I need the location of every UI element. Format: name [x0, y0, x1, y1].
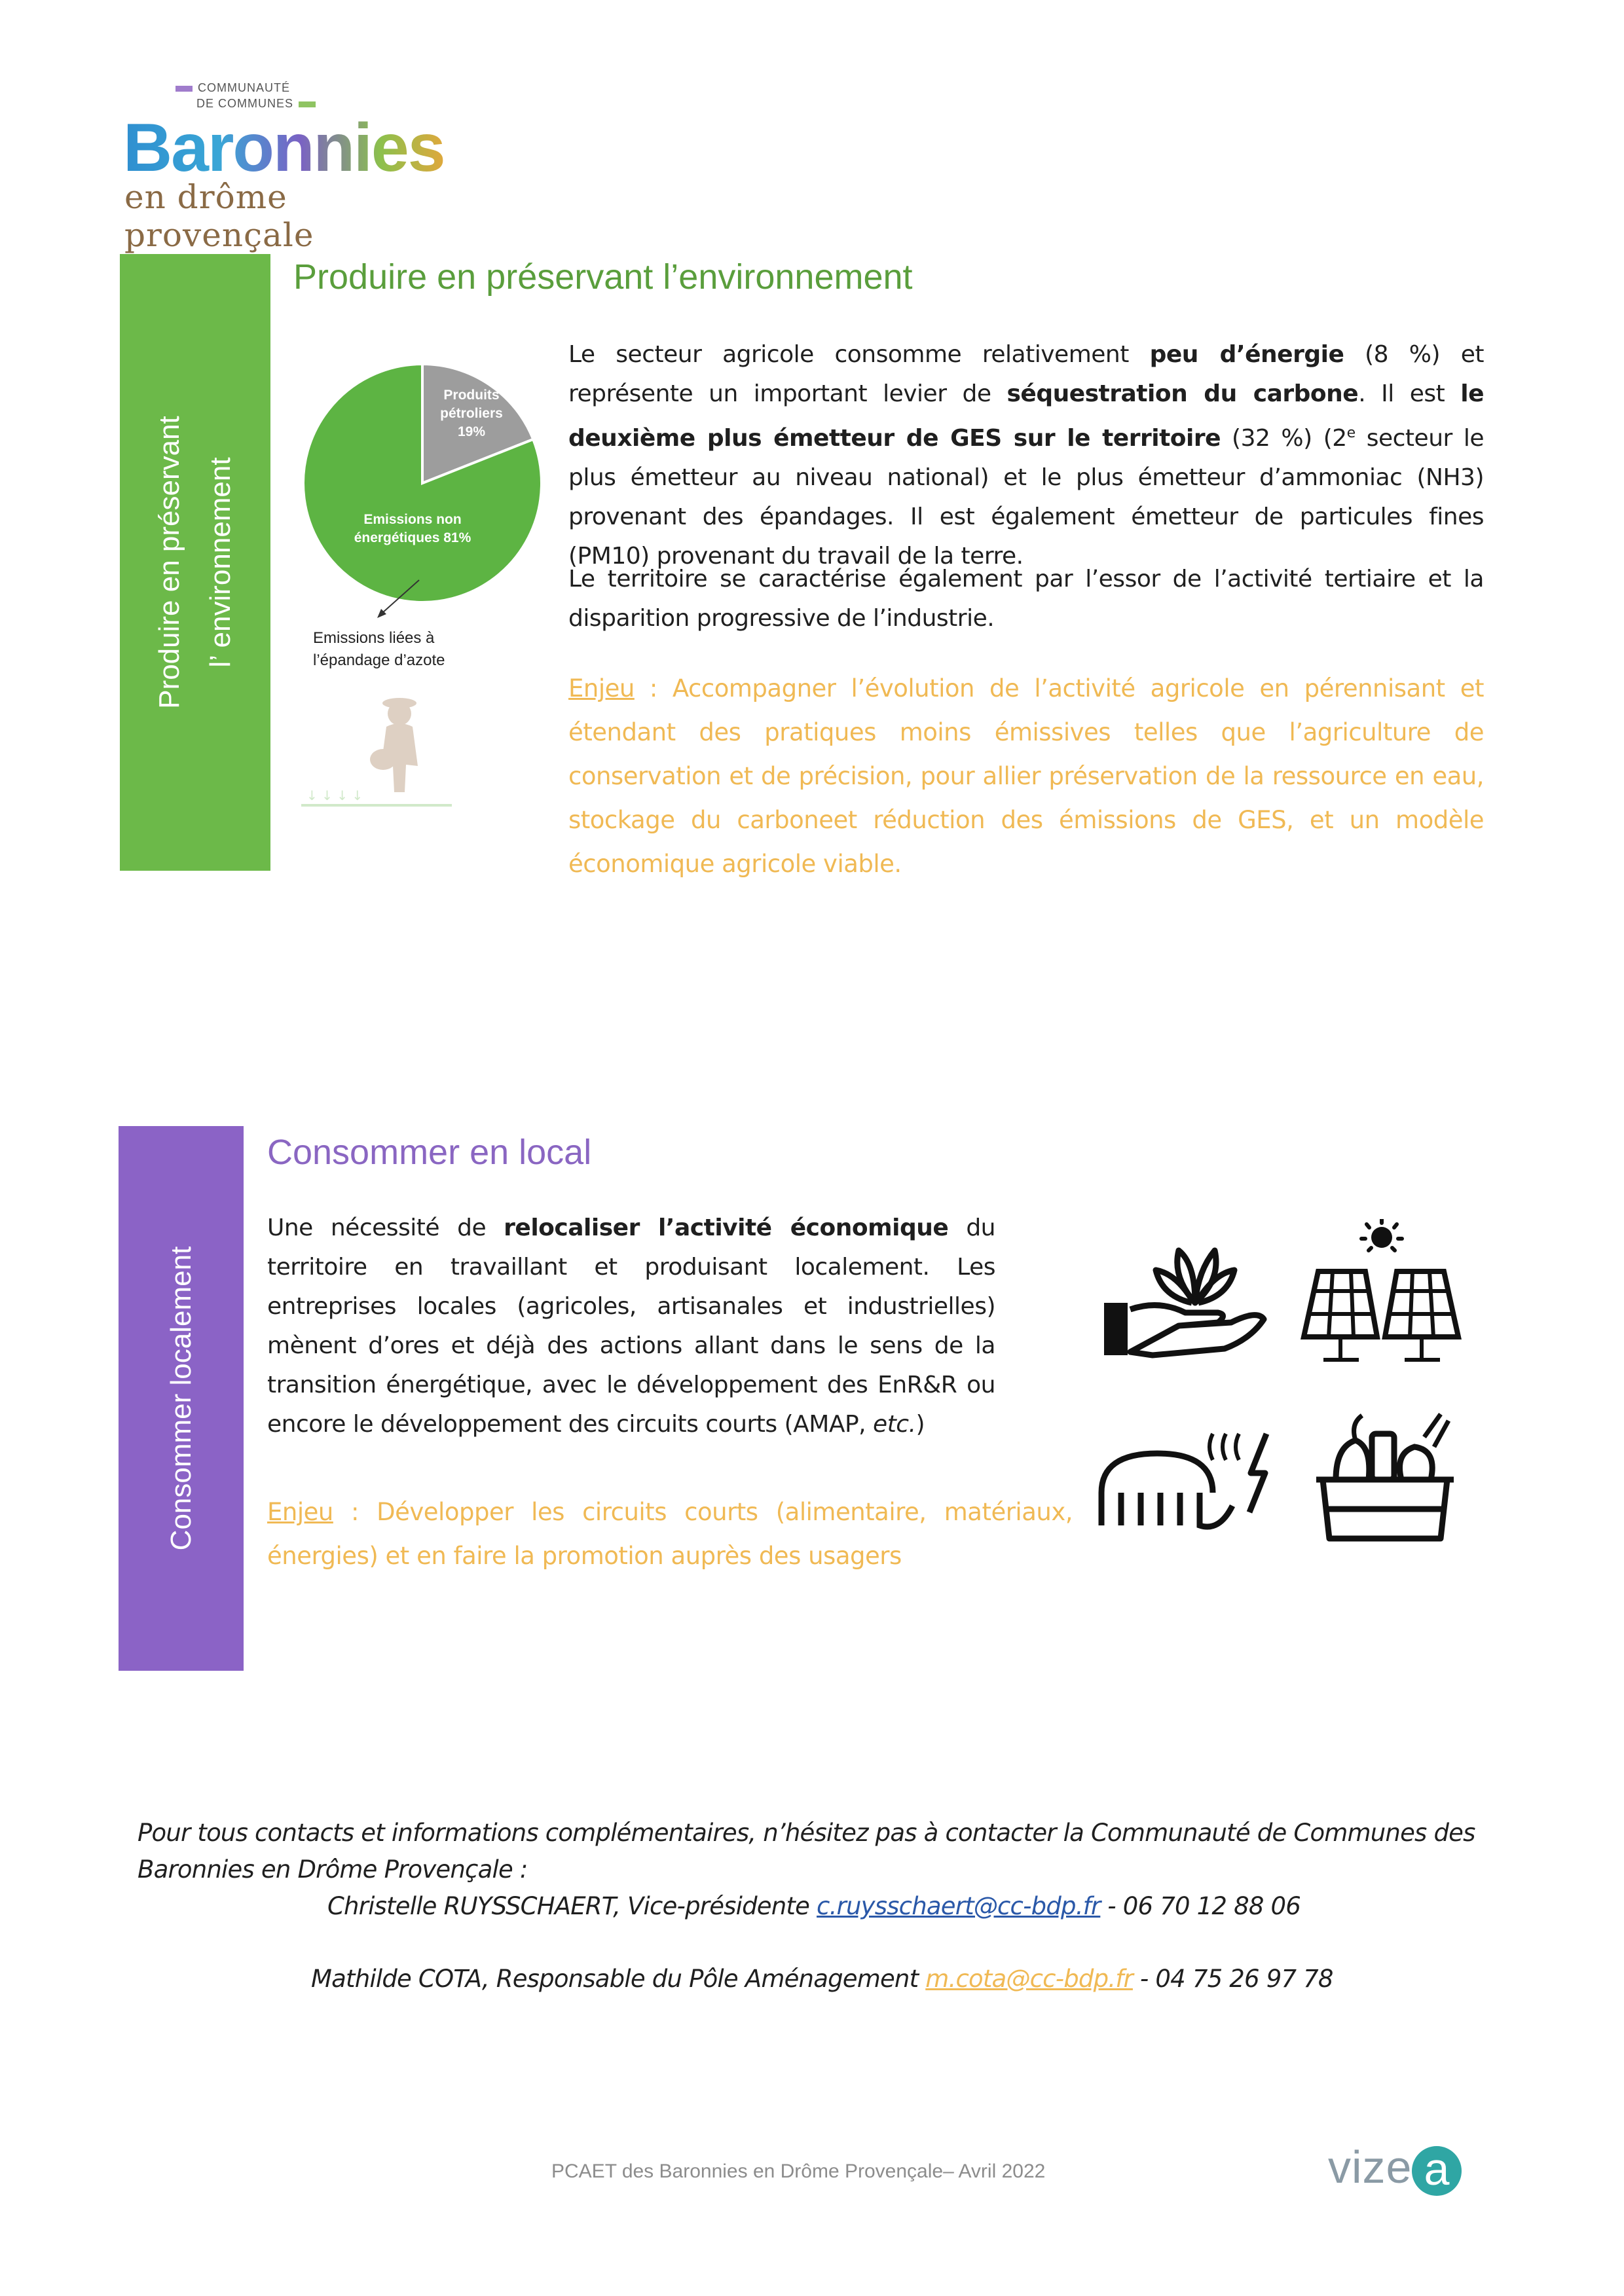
hot-water-icon: [1095, 1427, 1278, 1545]
food-basket-icon: [1310, 1408, 1460, 1545]
contact-ruysschaert: Christelle RUYSSCHAERT, Vice-présidente c.ruysschaert@cc-bdp.fr - 06 70 12 88 06: [327, 1892, 1301, 1920]
section1-paragraph1: Le secteur agricole consomme relativement peu d’énergie (8 %) et représente un important levier de séquestration du carbone. Il est le deuxième plus émetteur de GES sur le territoire (32 %) (2e secteur le plus émetteur au niveau national) et le plus émetteur d’ammoniac (NH3) provenant des épandages. Il est également émetteur de particules fines (PM10) provenant du travail de la terre.: [568, 341, 1484, 570]
section1-enjeu: Enjeu : Accompagner l’évolution de l’activité agricole en pérennisant et étendant des pratiques moins émissives telles que l’agriculture de conservation et de précision, pour allier préservation de la ressource en eau, stockage du carboneet réduction des émissions de GES, et un modèle économique agricole viable.: [568, 674, 1484, 878]
logo-line2: DE COMMUNES: [123, 96, 451, 111]
footer-text: PCAET des Baronnies en Drôme Provençale– Avril 2022: [551, 2160, 1046, 2182]
section1-side-band: [120, 254, 270, 871]
logo-name: Baronnies: [123, 110, 445, 186]
vizea-logo: vize a: [1328, 2141, 1462, 2196]
contact-cota: Mathilde COTA, Responsable du Pôle Aménagement m.cota@cc-bdp.fr - 04 75 26 97 78: [311, 1965, 1333, 1993]
annotation-arrow: [373, 576, 426, 622]
solar-panels-icon: [1300, 1219, 1464, 1383]
email-cota-link[interactable]: m.cota@cc-bdp.fr: [925, 1965, 1133, 1993]
svg-text:↓ ↓ ↓ ↓: ↓ ↓ ↓ ↓: [306, 788, 363, 803]
farmer-illustration: [301, 687, 452, 812]
section2-enjeu: Enjeu : Développer les circuits courts (alimentaire, matériaux, énergies) et en faire la promotion auprès des usagers: [267, 1498, 1073, 1570]
section2-title: Consommer en local: [267, 1133, 592, 1172]
section2-side-band: [119, 1126, 244, 1671]
section1-title: Produire en préservant l’environnement: [293, 257, 913, 297]
section1-band-label: Produire en préservant l’ environnement: [153, 416, 236, 709]
pie-label-non-energy: Emissions non énergétiques 81%: [354, 512, 471, 545]
pie-label-petroleum: Produits pétroliers 19%: [440, 388, 503, 439]
hand-plant-icon: [1100, 1231, 1270, 1375]
logo-line1: COMMUNAUTÉ: [123, 80, 451, 96]
section1-paragraph2: Le territoire se caractérise également par l’essor de l’activité tertiaire et la disparition progressive de l’industrie.: [568, 566, 1484, 632]
section2-band-label: Consommer localement: [164, 1246, 197, 1551]
email-ruysschaert-link[interactable]: c.ruysschaert@cc-bdp.fr: [817, 1892, 1101, 1920]
logo: [123, 80, 451, 254]
pie-annotation: Emissions liées à l’épandage d’azote: [313, 629, 445, 669]
contacts-intro: Pour tous contacts et informations complémentaires, n’hésitez pas à contacter la Communauté de Communes des Baronnies en Drôme Provençale :: [138, 1819, 1475, 1884]
logo-subtitle: en drôme provençale: [124, 178, 314, 254]
section2-paragraph1: Une nécessité de relocaliser l’activité économique du territoire en travaillant et produisant localement. Les entreprises locales (agricoles, artisanales et industrielles) mènent d’ores et déjà des actions allant dans le sens de la transition énergétique, avec le développement des EnR&R ou encore le développement des circuits courts (AMAP, etc.): [267, 1214, 995, 1438]
